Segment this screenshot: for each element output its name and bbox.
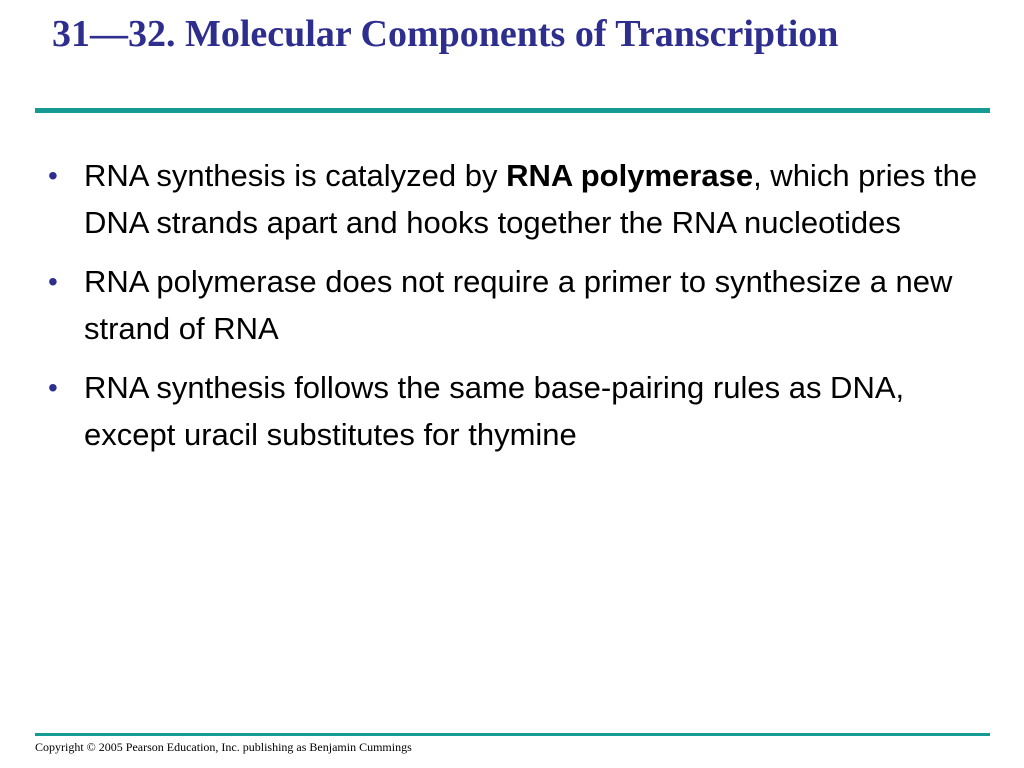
bullet-2-text: RNA polymerase does not require a primer to synthesize a new strand of RNA bbox=[84, 264, 953, 346]
bullet-item-2 bbox=[44, 258, 1004, 352]
bullet-icon: • bbox=[48, 160, 58, 191]
bullet-icon: • bbox=[48, 266, 58, 297]
title-divider bbox=[35, 108, 990, 113]
bullet-1-text-end: , which pries the DNA strands apart and hooks together the RNA nucleotides bbox=[84, 158, 978, 240]
copyright-footer: Copyright © 2005 Pearson Education, Inc. publishing as Benjamin Cummings bbox=[35, 740, 412, 754]
footer-divider bbox=[35, 733, 990, 736]
slide-title: 31—32. Molecular Components of Transcription bbox=[52, 13, 839, 55]
bullet-3-text: RNA synthesis follows the same base-pairing rules as DNA, except uracil substitutes for thymine bbox=[84, 370, 905, 452]
bullet-item-1 bbox=[44, 152, 1004, 246]
bullet-item-3 bbox=[44, 364, 1004, 458]
bullet-1-bold-term: RNA polymerase bbox=[506, 158, 754, 193]
bullet-icon: • bbox=[48, 372, 58, 403]
bullet-1-text-start: RNA synthesis is catalyzed by bbox=[84, 158, 507, 193]
bullet-list bbox=[44, 152, 1004, 470]
